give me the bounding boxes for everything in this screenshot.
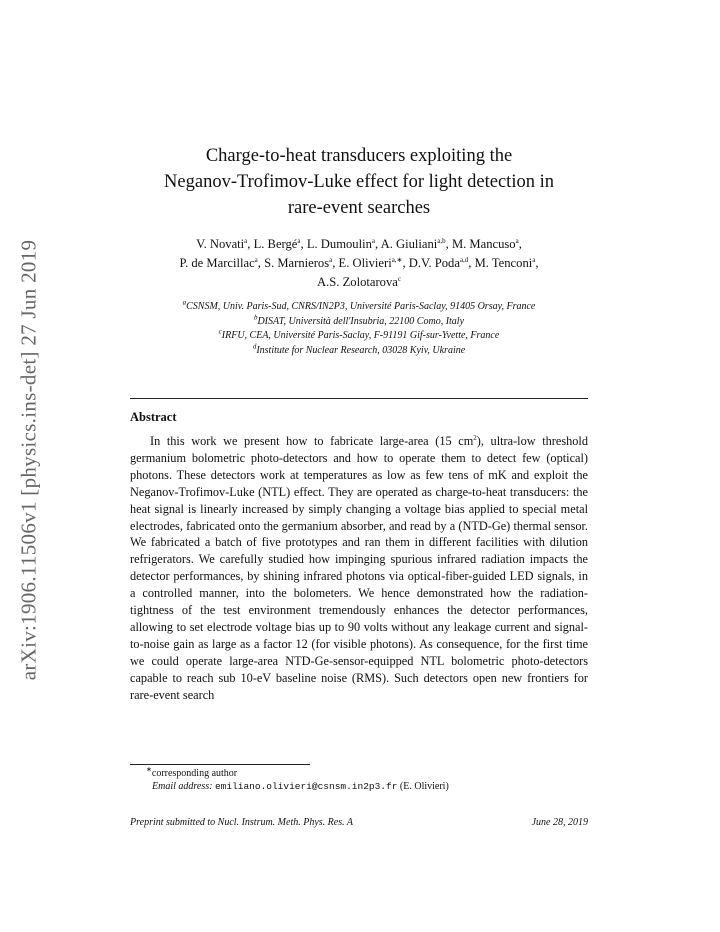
affil-text: IRFU, CEA, Université Paris-Saclay, F-91191 Gif-sur-Yvette, France: [221, 330, 500, 341]
affiliation: [120, 315, 598, 330]
author-affil-mark: a: [532, 255, 536, 264]
author-affil-mark: a: [254, 255, 258, 264]
affiliation: [120, 300, 598, 315]
author-name: A.S. Zolotarova: [317, 275, 398, 289]
email-owner: (E. Olivieri): [399, 781, 449, 792]
affil-text: Institute for Nuclear Research, 03028 Kyiv, Ukraine: [256, 344, 466, 356]
author-affil-mark: a: [329, 255, 333, 264]
author-name: D.V. Poda: [408, 256, 460, 270]
author-name: V. Novati: [196, 237, 245, 251]
title-line: Neganov-Trofimov-Luke effect for light detection in: [164, 172, 554, 192]
author-name: L. Dumoulin: [306, 237, 372, 251]
footnote-corresponding: [146, 765, 238, 779]
abstract-top-rule: [130, 398, 588, 399]
footnote-text: corresponding author: [151, 768, 238, 779]
footnote-mark: ∗: [146, 765, 152, 774]
affil-mark: b: [253, 313, 258, 322]
preprint-date: June 28, 2019: [531, 817, 588, 828]
footnote-rule: [130, 764, 310, 765]
author-affil-mark: a: [244, 236, 248, 245]
author-name: M. Tenconi: [474, 256, 533, 270]
abstract-superscript: 2: [473, 433, 477, 442]
author-affil-mark: a,b: [437, 236, 446, 245]
author-affil-mark: a,∗: [391, 255, 403, 264]
author-affil-mark: a: [297, 236, 301, 245]
author-name: L. Bergé: [253, 237, 298, 251]
abstract-text-rest: ), ultra-low threshold germanium bolometric photo-detectors and how to operate them to detect few (optical) photons. These detectors work at temperatures as low as few tens of mK and exploit the Neganov-Trofimov-Luke (NTL) effect. They are operated as charge-to-heat transducers: the heat signal is linearly increased by simply changing a voltage bias applied to special metal electrodes, fabricated onto the germanium absorber, and read by a (NTD-Ge) thermal sensor. We fabricated a batch of five prototypes and ran them in different facilities with dilution refrigerators. We carefully studied how impinging spurious infrared radiation impacts the detector performances, by shining infrared photons via optical-fiber-guided LED signals, in a controlled manner, into the bolometers. We hence demonstrated how the radiation-tightness of the test environment tremendously enhances the detector performances, allowing to set electrode voltage bias up to 90 volts without any leakage current and signal-to-noise gain as large as a factor 12 (for visible photons). As consequence, for the first time we could operate large-area NTD-Ge-sensor-equipped NTL bolometric photo-detectors capable to reach sub 10-eV baseline noise (RMS). Such detectors open new frontiers for rare-event search: [130, 434, 588, 702]
preprint-note: Preprint submitted to Nucl. Instrum. Meth. Phys. Res. A: [130, 817, 354, 828]
affiliations: [120, 300, 598, 358]
email-address[interactable]: emiliano.olivieri@csnsm.in2p3.fr: [214, 781, 398, 792]
email-label: Email address:: [152, 781, 213, 792]
arxiv-identifier: arXiv:1906.11506v1 [physics.ins-det] 27 Jun 2019: [16, 239, 41, 681]
author-affil-mark: a: [515, 236, 519, 245]
author-name: E. Olivieri: [338, 256, 392, 270]
abstract-text-start: In this work we present how to fabricate large-area (15 cm: [150, 434, 474, 448]
author-name: S. Marnieros: [264, 256, 330, 270]
author-name: A. Giuliani: [380, 237, 438, 251]
author-list: [130, 235, 588, 292]
author-affil-mark: c: [397, 274, 401, 283]
affiliation: [120, 344, 598, 359]
arxiv-sidebar: [14, 200, 44, 720]
affil-text: DISAT, Università dell'Insubria, 22100 Como, Italy: [257, 315, 465, 327]
author-line-2: P. de Marcillac$^a$, S. Marnieros$^a$, E. Olivieri$^{a,∗}$, D.V. Poda$^{a,d}$, M. Tenconi$^a$,: [179, 255, 539, 270]
author-affil-mark: a,d: [459, 255, 469, 264]
affiliation: [120, 329, 598, 344]
author-name: P. de Marcillac: [179, 256, 255, 270]
paper-title: [130, 143, 588, 221]
affil-mark: d: [252, 342, 257, 351]
abstract-body: [130, 433, 588, 704]
author-line-3: [130, 273, 588, 292]
footnote-email: [152, 781, 449, 792]
abstract-heading: Abstract: [130, 410, 177, 424]
title-line: rare-event searches: [287, 198, 431, 218]
title-line: Charge-to-heat transducers exploiting the: [205, 146, 513, 166]
author-affil-mark: a: [371, 236, 375, 245]
affil-mark: c: [218, 327, 222, 336]
affil-text: CSNSM, Univ. Paris-Sud, CNRS/IN2P3, Université Paris-Saclay, 91405 Orsay, France: [186, 301, 536, 312]
affil-mark: a: [182, 298, 187, 307]
author-line-1: V. Novati$^a$, L. Bergé$^a$, L. Dumoulin$^a$, A. Giuliani$^{a,b}$, M. Mancuso$^a$,: [196, 236, 522, 251]
author-name: M. Mancuso: [451, 237, 516, 251]
